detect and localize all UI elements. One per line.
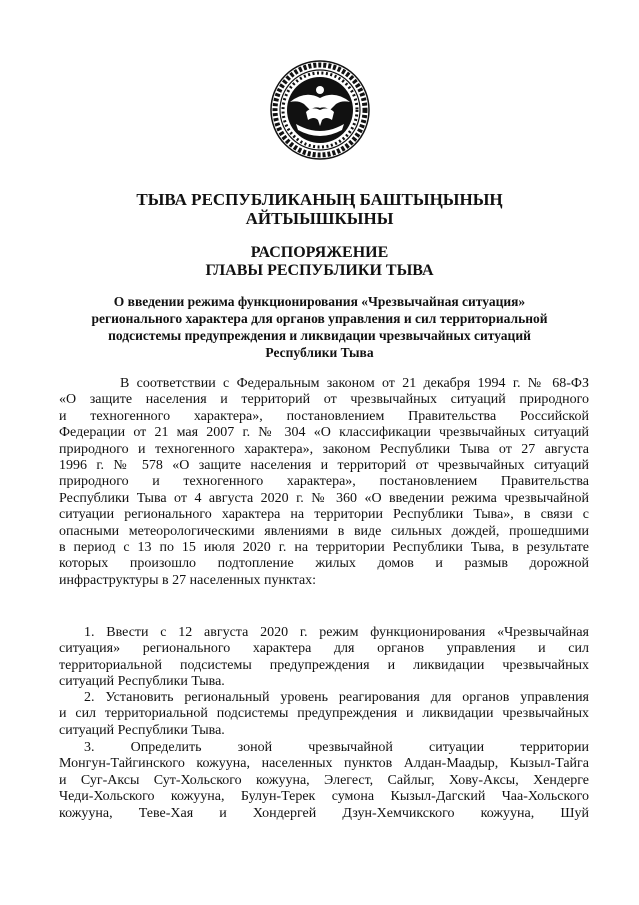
text-line: Чеди-Хольского кожууна, Булун-Терек сумона Кызыл-Дагский Чаа-Хольского [59,789,589,805]
text-line: 1996 г. № 578 «О защите населения и территорий от чрезвычайных ситуаций [59,458,589,474]
organization-title-line: АЙТЫЫШКЫНЫ [245,209,394,228]
subject-line: О введении режима функционирования «Чрезвычайная ситуация» [113,294,526,309]
text-line: 2. Установить региональный уровень реагирования для органов управления [84,690,589,705]
text-line: Монгун-Тайгинского кожууна, населенных пунктов Алдан-Маадыр, Кызыл-Тайга [59,756,589,772]
text-line: кожууна, Теве-Хая и Хондергей Дзун-Хемчикского кожууна, Шуй [59,805,589,821]
document-type-line: РАСПОРЯЖЕНИЕ [250,244,389,261]
text-line: природного и техногенного характера», законом Республики Тыва от 27 августа [59,441,589,457]
text-line: 1. Ввести с 12 августа 2020 г. режим функционирования «Чрезвычайная [84,625,589,640]
organization-title-line: ТЫВА РЕСПУБЛИКАНЫҢ БАШТЫҢЫНЫҢ [136,190,503,209]
text-line: «О защите населения и территорий от чрезвычайных ситуаций природного [59,392,589,408]
document-type-line: ГЛАВЫ РЕСПУБЛИКИ ТЫВА [205,262,434,279]
clause-1 [59,625,589,691]
text-line: опасными метеорологическими явлениями в виде сильных дождей, прошедшими [59,523,589,539]
text-line: В соответствии с Федеральным законом от 21 декабря 1994 г. № 68-ФЗ [120,376,589,391]
text-line: ситуации регионального характера на территории Республики Тыва», в связи с [59,507,589,523]
preamble-paragraph [59,376,589,589]
clause-3 [59,740,589,822]
text-line: Федерации от 21 мая 2007 г. № 304 «О классификации чрезвычайных ситуаций [59,425,589,441]
text-line: природного и техногенного характера», постановлением Правительства [59,474,589,490]
text-line: ситуация» регионального характера для органов управления и сил [59,641,589,657]
subject-line: Республики Тыва [265,345,374,360]
document-type [60,244,579,280]
text-line: и сил территориальной подсистемы предупреждения и ликвидации чрезвычайных [59,706,589,722]
text-line: территориальной подсистемы предупреждения и ликвидации чрезвычайных [59,657,589,673]
text-line: инфраструктуры в 27 населенных пунктах: [59,572,317,588]
text-line: 3. Определить зоной чрезвычайной ситуации территории [84,740,589,755]
text-line: в период с 13 по 15 июля 2020 г. на территории Республики Тыва, в результате [59,540,589,556]
text-line: ситуаций Республики Тыва. [59,674,225,690]
text-line: и техногенного характера», постановлением Правительства Российской [59,408,589,424]
text-line: которых произошло подтопление жилых домов и размыв дорожной [59,556,589,572]
subject-line: регионального характера для органов управления и сил территориальной [91,311,548,326]
clause-2 [59,690,589,739]
coat-of-arms-emblem [270,60,370,160]
text-line: и Суг-Аксы Сут-Хольского кожууна, Элегест, Сайлыг, Хову-Аксы, Хендерге [59,772,589,788]
text-line: ситуаций Республики Тыва. [59,722,225,738]
subject-line: подсистемы предупреждения и ликвидации чрезвычайных ситуаций [108,328,531,343]
document-subject [60,293,579,361]
organization-title [60,190,579,228]
text-line: Республики Тыва от 4 августа 2020 г. № 360 «О введении режима чрезвычайной [59,490,589,506]
